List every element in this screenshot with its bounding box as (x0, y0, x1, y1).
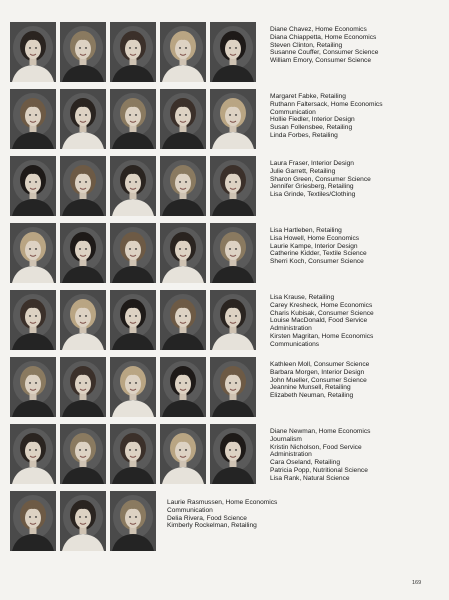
caption-line: Communication (167, 506, 213, 514)
portrait-illustration (160, 357, 206, 417)
portrait-illustration (10, 22, 56, 82)
portrait-photo (110, 89, 156, 149)
portrait-photo (160, 89, 206, 149)
portrait-photo (60, 424, 106, 484)
portrait-illustration (210, 357, 256, 417)
caption-line: Carey Kresheck, Home Economics (270, 301, 373, 309)
caption-line: Communication (270, 108, 316, 116)
portrait-illustration (60, 357, 106, 417)
caption-list (270, 294, 374, 349)
portrait-photo (210, 290, 256, 350)
portrait-illustration (210, 424, 256, 484)
portrait-illustration (160, 424, 206, 484)
caption-list (270, 227, 367, 266)
portrait-photo (210, 89, 256, 149)
portrait-illustration (210, 156, 256, 216)
caption-line: Journalism (270, 435, 302, 443)
caption-list (270, 93, 383, 140)
caption-line: Julie Garrett, Retailing (270, 167, 336, 175)
portrait-illustration (10, 290, 56, 350)
caption-line: Diane Newman, Home Economics (270, 428, 371, 435)
portrait-illustration (10, 424, 56, 484)
caption-line: Diana Chiappetta, Home Economics (270, 33, 377, 41)
portrait-illustration (110, 156, 156, 216)
portrait-illustration (60, 223, 106, 283)
caption-line: Catherine Kidder, Textile Science (270, 250, 367, 258)
portrait-illustration (210, 223, 256, 283)
caption-line: Kimberly Rockelman, Retailing (167, 522, 257, 530)
portrait-illustration (10, 89, 56, 149)
portrait-illustration (60, 156, 106, 216)
portrait-photo (60, 89, 106, 149)
caption-line: Patricia Popp, Nutritional Science (270, 466, 368, 474)
portrait-illustration (10, 156, 56, 216)
portrait-photo (160, 424, 206, 484)
caption-line: Linda Forbes, Retailing (270, 131, 338, 139)
caption-line: Lisa Hartleben, Retailing (270, 227, 342, 234)
caption-line: Lisa Howell, Home Economics (270, 234, 360, 242)
caption-line: Laura Fraser, Interior Design (270, 160, 354, 167)
portrait-illustration (160, 223, 206, 283)
caption-line: Lisa Rank, Natural Science (270, 474, 350, 482)
portrait-photo (210, 357, 256, 417)
caption-line: Kathleen Moll, Consumer Science (270, 361, 370, 368)
portrait-photo (110, 357, 156, 417)
portrait-illustration (110, 357, 156, 417)
caption-line: Jeannine Munsell, Retailing (270, 384, 351, 392)
portrait-photo (160, 22, 206, 82)
caption-line: John Mueller, Consumer Science (270, 376, 367, 384)
portrait-illustration (160, 290, 206, 350)
portrait-photo (10, 424, 56, 484)
portrait-photo (110, 22, 156, 82)
caption-line: Elizabeth Neuman, Retailing (270, 392, 354, 400)
portrait-photo (160, 290, 206, 350)
caption-line: Kirsten Magritan, Home Economics (270, 332, 374, 340)
portrait-illustration (10, 357, 56, 417)
portrait-illustration (160, 89, 206, 149)
portrait-illustration (110, 290, 156, 350)
portrait-illustration (60, 290, 106, 350)
caption-line: Jennifer Griesberg, Retailing (270, 183, 354, 191)
caption-line: Administration (270, 451, 312, 459)
portrait-photo (60, 290, 106, 350)
portrait-illustration (60, 89, 106, 149)
portrait-photo (110, 290, 156, 350)
caption-line: Hollie Fiedler, Interior Design (270, 116, 355, 124)
caption-list (270, 160, 371, 199)
caption-line: Lisa Krause, Retailing (270, 294, 335, 301)
portrait-photo (110, 424, 156, 484)
portrait-photo (210, 22, 256, 82)
portrait-photo (10, 290, 56, 350)
portrait-illustration (60, 424, 106, 484)
portrait-photo (10, 89, 56, 149)
portrait-photo (10, 22, 56, 82)
caption-line: Charis Kubisak, Consumer Science (270, 309, 374, 317)
caption-line: Kristin Nicholson, Food Service (270, 443, 362, 451)
portrait-illustration (10, 223, 56, 283)
portrait-photo (10, 223, 56, 283)
caption-line: Margaret Fabke, Retailing (270, 93, 346, 100)
portrait-photo (110, 491, 156, 551)
caption-line: Delia Rivera, Food Science (167, 514, 247, 522)
portrait-illustration (110, 223, 156, 283)
portrait-illustration (160, 156, 206, 216)
portrait-photo (60, 491, 106, 551)
portrait-illustration (210, 22, 256, 82)
page-number: 169 (412, 580, 422, 586)
caption-line: Steven Clinton, Retailing (270, 41, 343, 49)
portrait-photo (60, 223, 106, 283)
caption-list (270, 26, 378, 65)
caption-line: Lisa Grinde, Textiles/Clothing (270, 191, 356, 199)
portrait-photo (10, 491, 56, 551)
portrait-photo (60, 22, 106, 82)
portrait-illustration (60, 491, 106, 551)
portrait-illustration (210, 89, 256, 149)
portrait-photo (160, 223, 206, 283)
caption-line: Diane Chavez, Home Economics (270, 26, 367, 33)
caption-line: Barbara Morgen, Interior Design (270, 368, 365, 376)
portrait-illustration (210, 290, 256, 350)
caption-line: Sharon Green, Consumer Science (270, 175, 371, 183)
portrait-illustration (10, 491, 56, 551)
caption-line: William Emory, Consumer Science (270, 57, 372, 65)
caption-line: Susan Follensbee, Retailing (270, 124, 353, 132)
caption-line: Laurie Kampe, Interior Design (270, 242, 358, 250)
portrait-photo (110, 156, 156, 216)
portrait-illustration (110, 424, 156, 484)
portrait-photo (60, 156, 106, 216)
portrait-photo (160, 357, 206, 417)
caption-line: Ruthann Faltersack, Home Economics (270, 100, 383, 108)
portrait-photo (160, 156, 206, 216)
caption-line: Louise MacDonald, Food Service (270, 317, 368, 325)
caption-list (167, 499, 277, 530)
portrait-photo (210, 424, 256, 484)
portrait-illustration (110, 22, 156, 82)
portrait-illustration (110, 491, 156, 551)
portrait-photo (10, 357, 56, 417)
caption-line: Sherri Koch, Consumer Science (270, 258, 364, 266)
portrait-photo (210, 156, 256, 216)
portrait-illustration (110, 89, 156, 149)
caption-line: Cara Oseland, Retailing (270, 459, 341, 467)
caption-line: Laurie Rasmussen, Home Economics (167, 499, 278, 506)
caption-list (270, 361, 369, 400)
portrait-illustration (160, 22, 206, 82)
portrait-photo (60, 357, 106, 417)
portrait-photo (110, 223, 156, 283)
portrait-photo (10, 156, 56, 216)
caption-line: Communications (270, 340, 320, 348)
portrait-photo (210, 223, 256, 283)
portrait-illustration (60, 22, 106, 82)
caption-line: Administration (270, 325, 312, 333)
caption-line: Susanne Couffer, Consumer Science (270, 49, 379, 57)
caption-list (270, 428, 370, 483)
